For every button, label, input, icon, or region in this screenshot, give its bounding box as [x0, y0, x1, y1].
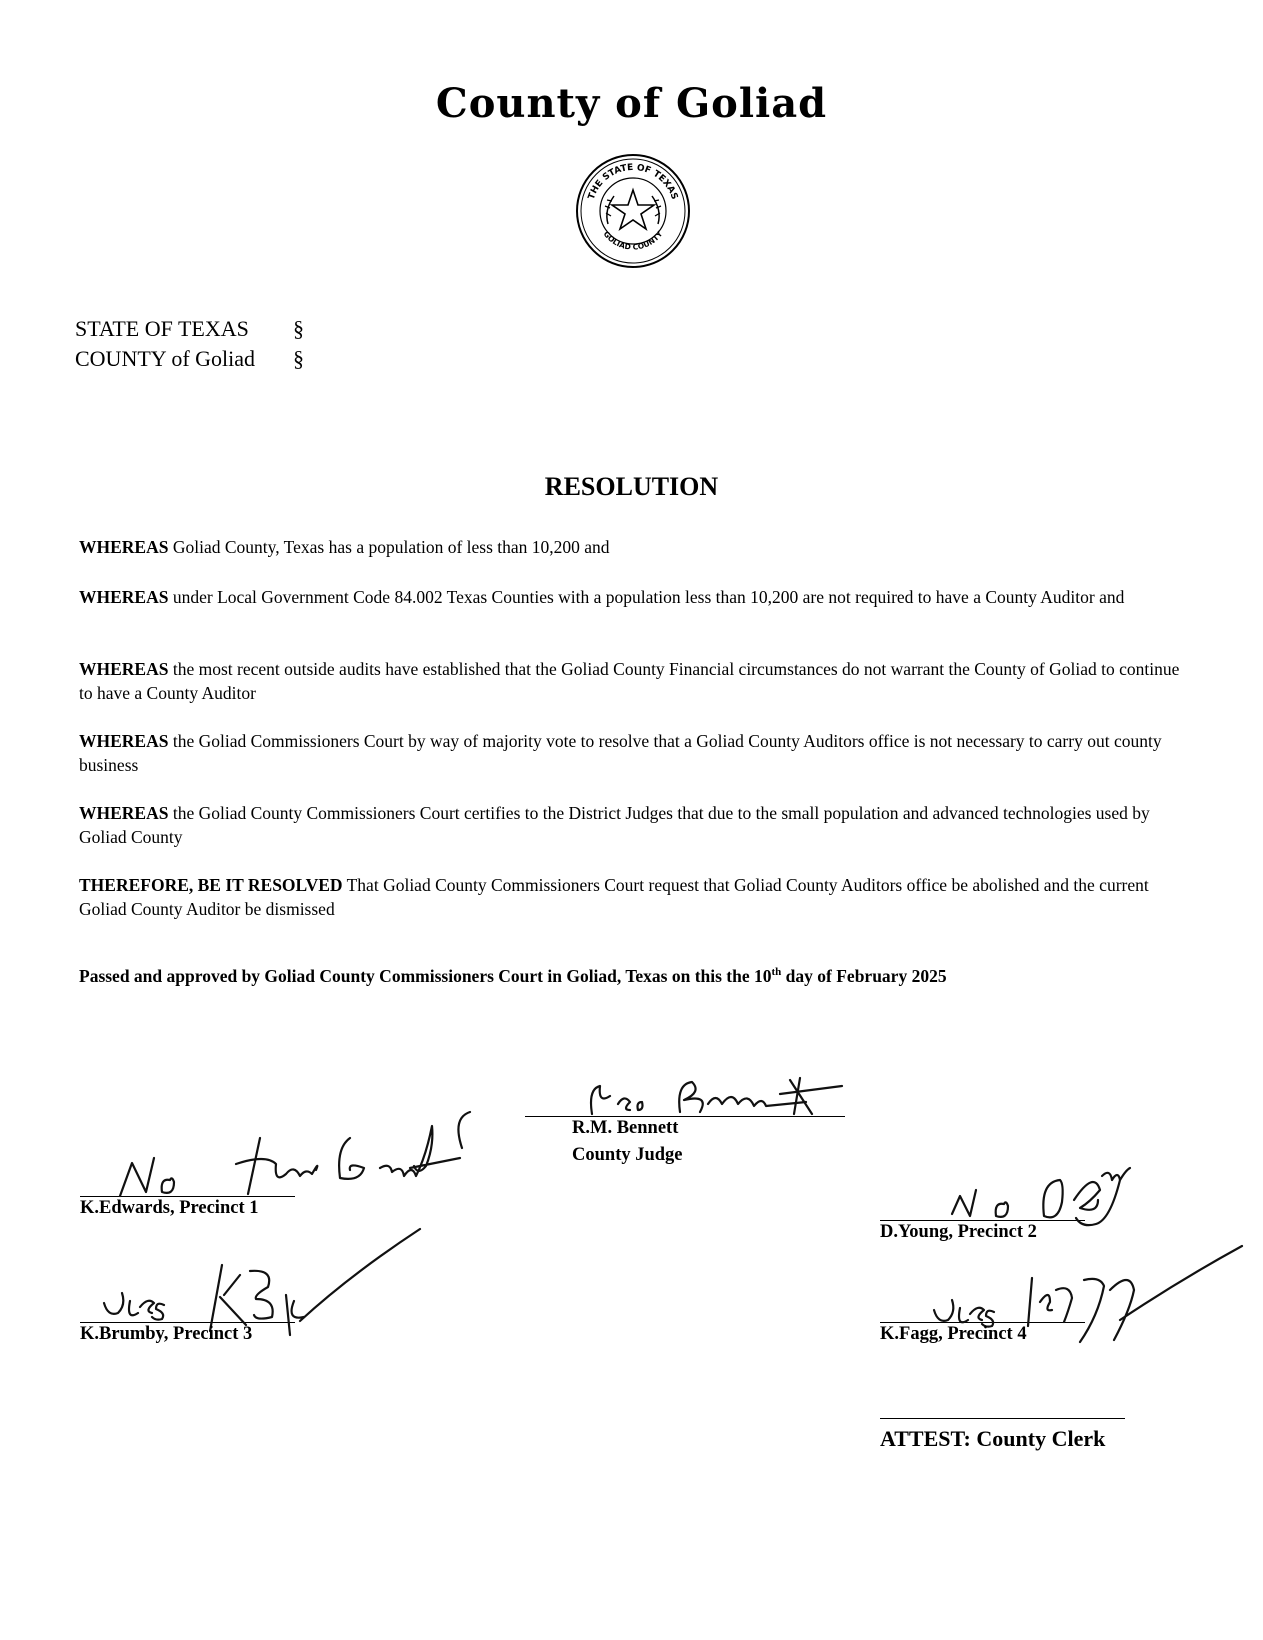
passed-approved-line: Passed and approved by Goliad County Commissioners Court in Goliad, Texas on this the 10th day of February 2025 — [79, 966, 947, 986]
svg-text:GOLIAD COUNTY — [602, 229, 665, 252]
venue-county-text: COUNTY of Goliad — [75, 346, 256, 371]
seal-inner-text: GOLIAD COUNTY — [601, 229, 665, 252]
county-seal-icon — [574, 152, 692, 270]
p3-signature-scribble — [90, 1235, 430, 1335]
section-symbol: § — [293, 346, 304, 371]
p1-vote — [120, 1160, 121, 1161]
county-title: County of Goliad — [435, 80, 828, 127]
section-symbol: § — [293, 316, 304, 341]
resolution-heading: RESOLUTION — [544, 472, 719, 501]
p4-name: K.Fagg, Precinct 4 — [880, 1324, 1027, 1344]
p4-vote — [930, 1300, 932, 1301]
p2-name: D.Young, Precinct 2 — [880, 1222, 1037, 1242]
p2-vote — [950, 1192, 951, 1193]
attest-signature-line — [880, 1418, 1125, 1419]
judge-name: R.M. Bennett — [572, 1118, 679, 1138]
venue-county — [75, 346, 304, 372]
seal-outer-text: THE STATE OF TEXAS — [586, 162, 680, 201]
attest-label: ATTEST: County Clerk — [880, 1426, 1106, 1451]
clause-3: WHEREAS the most recent outside audits have established that the Goliad County Financial circumstances do not warrant the County of Goliad to continue to have a County Auditor — [79, 659, 1180, 703]
clause-1: WHEREAS Goliad County, Texas has a population of less than 10,200 and — [79, 537, 610, 557]
venue-state — [75, 316, 304, 342]
clause-resolved: THEREFORE, BE IT RESOLVED That Goliad County Commissioners Court request that Goliad County Auditors office be abolished and the current Goliad County Auditor be dismissed — [79, 875, 1149, 919]
judge-signature-scribble — [580, 1074, 880, 1124]
p3-vote — [100, 1300, 102, 1301]
clause-5: WHEREAS the Goliad County Commissioners Court certifies to the District Judges that due to the small population and advanced technologies used by Goliad County — [79, 803, 1150, 847]
judge-vote — [595, 1066, 597, 1067]
clause-2: WHEREAS under Local Government Code 84.002 Texas Counties with a population less than 10,200 are not required to have a County Auditor and — [79, 587, 1125, 607]
p1-name: K.Edwards, Precinct 1 — [80, 1198, 259, 1218]
clause-4: WHEREAS the Goliad Commissioners Court by way of majority vote to resolve that a Goliad County Auditors office is not necessary to carry out county business — [79, 731, 1162, 775]
svg-text:THE STATE OF TEXAS — [587, 163, 679, 201]
p1-signature-scribble — [110, 1108, 480, 1203]
p3-name: K.Brumby, Precinct 3 — [80, 1324, 253, 1344]
venue-state-text: STATE OF TEXAS — [75, 316, 249, 341]
judge-title: County Judge — [572, 1145, 683, 1165]
